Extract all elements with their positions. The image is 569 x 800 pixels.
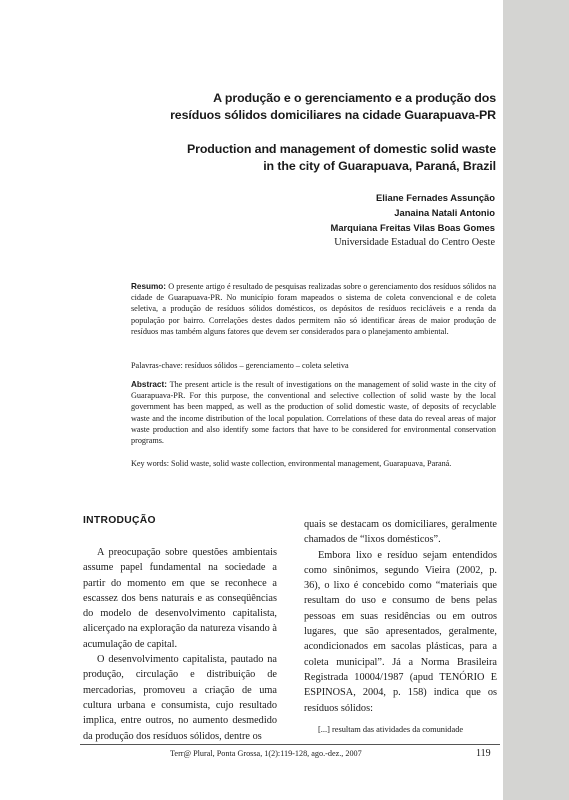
- palavras-chave: Palavras-chave: resíduos sólidos – gerenciamento – coleta seletiva: [131, 361, 349, 370]
- author-2: Janaina Natali Antonio: [394, 207, 495, 218]
- footer-rule: [80, 744, 500, 745]
- block-quote: [...] resultam das atividades da comunidade: [318, 724, 464, 734]
- right-column: [304, 517, 497, 736]
- section-heading: INTRODUÇÃO: [83, 515, 156, 526]
- title-english: [120, 141, 496, 175]
- resumo-text: O presente artigo é resultado de pesquisas realizadas sobre o gerenciamento dos resíduos sólidos na cidade de Guarapuava-PR. No município foram mapeados o sistema de coleta convencional e de coleta seletiva, a produção de resíduos sólidos domésticos, os depósitos de resíduos recicláveis e a renda da população por bairro. Correlações destes dados permitem não só identificar áreas de maior produção de resíduos mas também alguns fatores que devem ser considerados para o planejamento ambiental.: [131, 282, 496, 336]
- page-number: 119: [476, 748, 491, 759]
- left-paragraph-2: O desenvolvimento capitalista, pautado na produção, circulação e distribuição de mercadorias, promoveu a criação de uma cultura urbana e consumista, cujo resultado implica, entre outros, no aumento desmedido da produção dos resíduos sólidos, dentre os: [83, 654, 277, 742]
- left-paragraph-1: A preocupação sobre questões ambientais assume papel fundamental na sociedade a partir do momento em que se reconhece a escassez dos bens naturais e as conseqüências do modelo de desenvolvimento capitalista, alicerçado na exploração da natureza visando à acumulação de capital.: [83, 547, 277, 650]
- right-paragraph-2: Embora lixo e resíduo sejam entendidos como sinônimos, segundo Vieira (2002, p. 36), o lixo é concebido como “materiais que resultam do uso e consumo de bens pelas pessoas em suas residências ou em outros lugares, que são apresentados, geralmente, acondicionados em sacolas plásticas, para a coleta municipal”. Já a Norma Brasileira Registrada 10004/1987 (apud TENÓRIO E ESPINOSA, 2004, p. 158) indica que os resíduos sólidos:: [304, 549, 497, 714]
- page-side-band: [503, 0, 569, 800]
- right-paragraph-1: quais se destacam os domiciliares, geralmente chamados de “lixos domésticos”.: [304, 519, 497, 546]
- author-block: [250, 190, 495, 250]
- title-en-line-2: in the city of Guarapuava, Paraná, Brazil: [263, 159, 496, 173]
- title-portuguese: [120, 90, 496, 124]
- affiliation: Universidade Estadual do Centro Oeste: [334, 237, 495, 248]
- abstract-label: Abstract:: [131, 380, 167, 389]
- left-column: [83, 545, 277, 744]
- title-pt-line-2: resíduos sólidos domiciliares na cidade Guarapuava-PR: [170, 108, 496, 122]
- resumo-paragraph: [131, 281, 496, 337]
- abstract-text: The present article is the result of investigations on the management of solid waste in the city of Guarapuava-PR. For this purpose, the conventional and selective collection of solid waste by the local government has been mapped, as well as the production of solid domestic waste, of deposits of recyclable waste and the income distribution of the local population. Correlations of these data do reveal areas of major waste production and also identify some factors that have to be considered for environmental conservation programs.: [131, 380, 496, 446]
- title-pt-line-1: A produção e o gerenciamento e a produção dos: [213, 91, 496, 105]
- author-3: Marquiana Freitas Vilas Boas Gomes: [330, 222, 495, 233]
- footer-citation: Terr@ Plural, Ponta Grossa, 1(2):119-128, ago.-dez., 2007: [170, 749, 362, 758]
- resumo-label: Resumo:: [131, 282, 167, 291]
- title-en-line-1: Production and management of domestic solid waste: [186, 142, 496, 156]
- abstract-paragraph: [131, 379, 496, 446]
- keywords: Key words: Solid waste, solid waste collection, environmental management, Guarapuava, Paraná.: [131, 459, 452, 468]
- author-1: Eliane Fernades Assunção: [376, 192, 495, 203]
